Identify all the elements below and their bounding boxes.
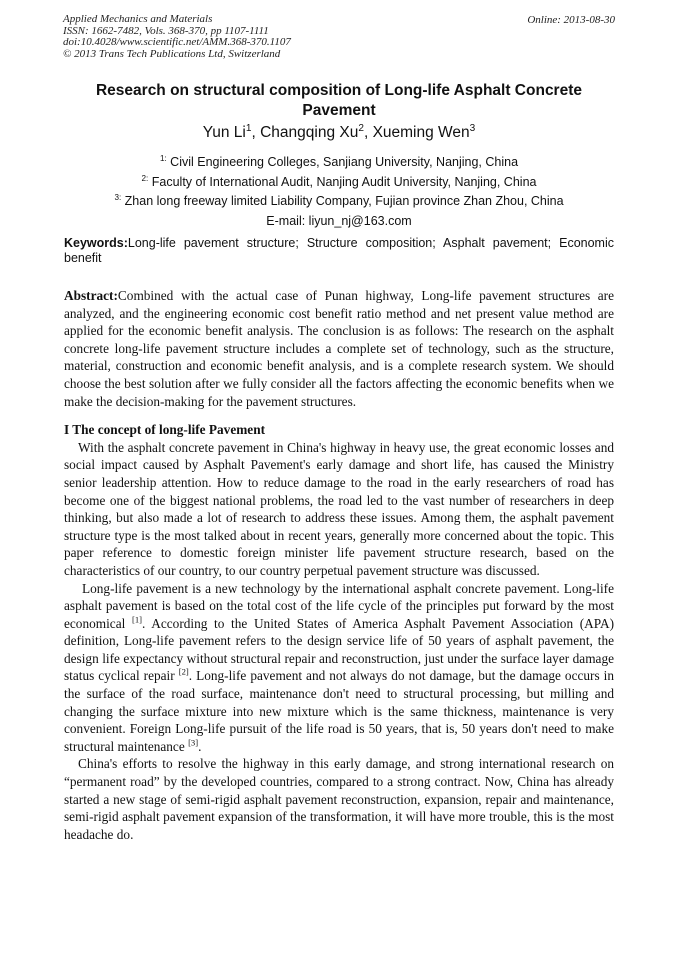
abstract — [64, 287, 614, 410]
citation: [3] — [188, 737, 199, 748]
issn: ISSN: 1662-7482, Vols. 368-370, pp 1107-1111 — [63, 24, 269, 37]
affiliation — [64, 153, 614, 173]
paragraph: With the asphalt concrete pavement in China's highway in heavy use, the great economic losses and social impact caused by Asphalt Pavement's early damage and short life, has caused the Ministry senior leadership attention. How to reduce damage to the road in the early researchers of road has become one of the biggest national problems, the road led to the vast number of researchers in deep thinking, but also made a lot of research to address these issues. Among them, the asphalt pavement structure type is the most talked about in recent years, generally more concerned about the topic. This paper reference to domestic foreign minister life pavement structure research, based on the characteristics of our country, to our country perpetual pavement structure was discussed. — [64, 439, 614, 578]
author-sup: 2 — [358, 122, 364, 134]
authors — [64, 124, 614, 142]
abstract-label: Abstract: — [64, 288, 118, 303]
sep: , — [251, 124, 261, 141]
author-sup: 1 — [245, 122, 252, 134]
journal-name: Applied Mechanics and Materials — [63, 13, 213, 25]
affil-sup: 2: — [141, 173, 149, 183]
keywords-label: Keywords: — [64, 236, 128, 250]
affiliation — [64, 173, 614, 193]
body-text — [64, 287, 614, 843]
keywords-text: Long-life pavement structure; Structure composition; Asphalt pavement; Economic benefit — [64, 236, 614, 265]
affil-sup: 1: — [159, 153, 167, 163]
affiliation — [64, 192, 614, 212]
text: . — [198, 738, 202, 754]
online-date: Online: 2013-08-30 — [527, 14, 615, 26]
paragraph — [64, 580, 614, 756]
copyright: © 2013 Trans Tech Publications Ltd, Switzerland — [63, 47, 281, 60]
affil-text: Zhan long freeway limited Liability Company, Fujian province Zhan Zhou, China — [121, 194, 564, 208]
journal-header — [63, 14, 291, 60]
citation: [1] — [131, 614, 143, 625]
author: Yun Li — [202, 124, 246, 141]
author-sup: 3 — [469, 122, 476, 134]
text: . According to the United States of America Asphalt Pavement Association (APA) definition, Long-life pavement refers to the design service life of 50 years of asphalt pavement, the design life expectancy without structural repair and reconstruction, just under the surface layer damage status cyclical repair — [64, 615, 614, 684]
author: Changqing Xu — [260, 124, 359, 141]
doi: doi:10.4028/www.scientific.net/AMM.368-370.1107 — [63, 36, 291, 48]
text: . Long-life pavement and not always do not damage, but the damage occurs in the surface of the road surface, maintenance don't need to structural processing, but milling and changing the surface mixture into new mixture which is the same thickness, maintenance is very convenient. Foreign Long-life pursuit of the life road is 50 years, that is, 50 years don't need to make structural maintenance — [64, 668, 614, 754]
keywords — [64, 236, 614, 266]
affiliations — [64, 153, 614, 231]
text: Long-life pavement is a new technology by the international asphalt concrete pavement. Long-life asphalt pavement is based on the total cost of the life cycle of the principles put forward by the most economical — [64, 580, 614, 631]
paper-title: Research on structural composition of Long-life Asphalt Concrete Pavement — [95, 82, 582, 119]
affil-text: Civil Engineering Colleges, Sanjiang University, Nanjing, China — [166, 155, 519, 169]
affil-sup: 3: — [114, 192, 122, 202]
sep: , — [363, 124, 373, 141]
abstract-text: Combined with the actual case of Punan highway, Long-life pavement structures are analyzed, and the engineering economic cost benefit ratio method and net present value method are applied for the economic benefit analysis. The conclusion is as follows: The research on the asphalt concrete long-life pavement structure includes a complete set of technology, such as the structure, material, construction and economic benefit analysis, and is a complete research system. We should choose the best solution after we fully consider all the factors affecting the economic benefits when we make the decision-making for the pavement structures. — [64, 288, 614, 409]
author: Xueming Wen — [372, 124, 470, 141]
email: E-mail: liyun_nj@163.com — [266, 213, 412, 228]
paragraph: China's efforts to resolve the highway in this early damage, and strong international research on “permanent road” by the developed countries, compared to a strong contract. Now, China has already started a new stage of semi-rigid asphalt pavement reconstruction, expansion, repair and maintenance, semi-rigid asphalt pavement expansion of the transformation, it will have more trouble, this is the most headache do. — [64, 756, 614, 842]
citation: [2] — [178, 667, 189, 678]
section-heading: I The concept of long-life Pavement — [64, 422, 266, 438]
affil-text: Faculty of International Audit, Nanjing Audit University, Nanjing, China — [148, 174, 537, 189]
